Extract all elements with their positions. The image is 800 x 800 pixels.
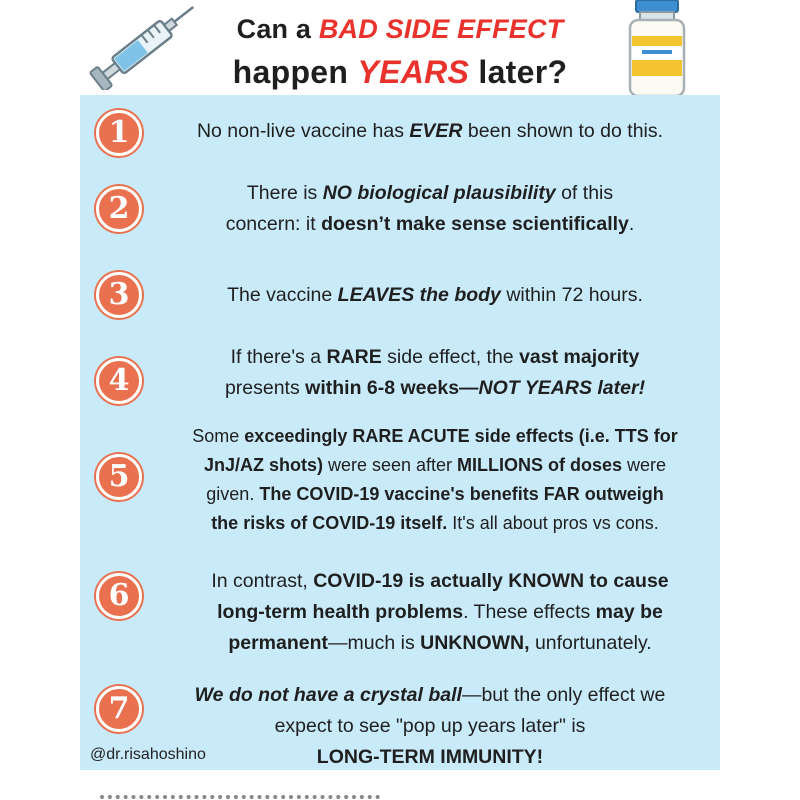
title-emphasis-2: YEARS (357, 54, 470, 90)
title-line-2: happen YEARS later? (232, 54, 568, 90)
title-emphasis-1: BAD SIDE EFFECT (318, 14, 564, 44)
number-badge-5: 5 (96, 454, 142, 500)
title-line-1: Can a BAD SIDE EFFECT (236, 14, 564, 44)
number-badge-6: 6 (96, 573, 142, 619)
author-handle: @dr.risahoshino (90, 746, 206, 763)
number-badge-4: 4 (96, 358, 142, 404)
point-5-text: Some exceedingly RARE ACUTE side effects (i.e. TTS for JnJ/AZ shots) were seen after MILLIONS of doses were given. The COVID-19 vaccine's benefits FAR outweigh the risks of COVID-19 itself. It's all about pros vs cons. (192, 426, 678, 533)
cropped-bottom-text (100, 793, 390, 800)
cropped-top-text (262, 0, 542, 2)
number-badge-1: 1 (96, 110, 142, 156)
point-2-text: There is NO biological plausibility of this concern: it doesn’t make sense scientifically. (225, 182, 635, 235)
header (0, 0, 800, 95)
point-4-text: If there's a RARE side effect, the vast majority presents within 6-8 weeks—NOT YEARS later! (224, 346, 646, 399)
point-3-text: The vaccine LEAVES the body within 72 hours. (227, 284, 643, 306)
number-badge-7: 7 (96, 686, 142, 732)
number-badge-3: 3 (96, 272, 142, 318)
vaccine-vial-icon (622, 0, 692, 100)
number-badge-2: 2 (96, 186, 142, 232)
point-6-text: In contrast, COVID-19 is actually KNOWN to cause long-term health problems. These effects may be permanent—much is UNKNOWN, unfortunately. (211, 570, 669, 654)
point-1-text: No non-live vaccine has EVER been shown to do this. (196, 120, 664, 142)
point-7-text: We do not have a crystal ball—but the only effect we expect to see "pop up years later" is LONG-TERM IMMUNITY! (194, 684, 666, 768)
